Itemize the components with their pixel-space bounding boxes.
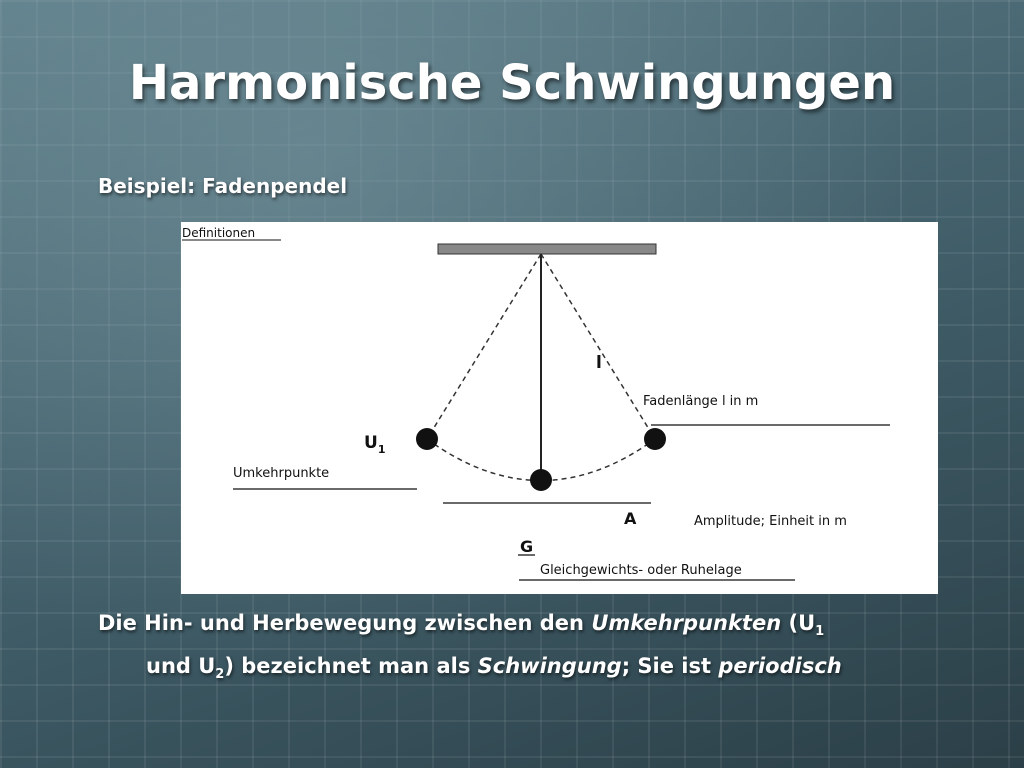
pendulum-figure	[181, 222, 938, 594]
body-text-3: (U	[781, 611, 816, 635]
label-l: l	[596, 353, 602, 373]
string-left-dashed	[427, 254, 541, 439]
label-u1: $U_1$	[364, 433, 386, 456]
slide-title: Harmonische Schwingungen	[128, 55, 896, 111]
label-a: A	[624, 509, 637, 528]
slide-subtitle: Beispiel: Fadenpendel	[98, 174, 348, 198]
pendulum-ceiling	[438, 244, 656, 254]
bob-rest	[530, 469, 552, 491]
body-text-7: ; Sie ist	[621, 654, 719, 679]
body-text-5: ) bezeichnet man als	[224, 654, 478, 679]
term-periodisch: periodisch	[718, 654, 842, 679]
body-text-4: und U	[146, 654, 216, 679]
subscript-2: 2	[215, 667, 225, 683]
label-gleichgewicht: Gleichgewichts- oder Ruhelage	[540, 563, 742, 578]
label-fadenlaenge: Fadenlänge l in m	[643, 394, 759, 409]
term-umkehrpunkten: Umkehrpunkten	[591, 611, 782, 635]
body-paragraph	[98, 606, 958, 692]
bob-u1	[416, 428, 438, 450]
string-right-dashed	[541, 254, 655, 439]
body-line-1	[98, 606, 958, 649]
bob-u2	[644, 428, 666, 450]
label-amplitude: Amplitude; Einheit in m	[694, 514, 847, 529]
label-g: G	[520, 537, 534, 556]
body-text-1: Die Hin- und Herbewegung zwischen den	[98, 611, 592, 635]
subscript-1: 1	[815, 624, 825, 640]
label-umkehrpunkte: Umkehrpunkte	[233, 466, 330, 481]
body-line-2	[98, 649, 958, 692]
term-schwingung: Schwingung	[477, 654, 622, 679]
pendulum-diagram	[181, 222, 938, 594]
figure-heading: Definitionen	[182, 226, 256, 240]
